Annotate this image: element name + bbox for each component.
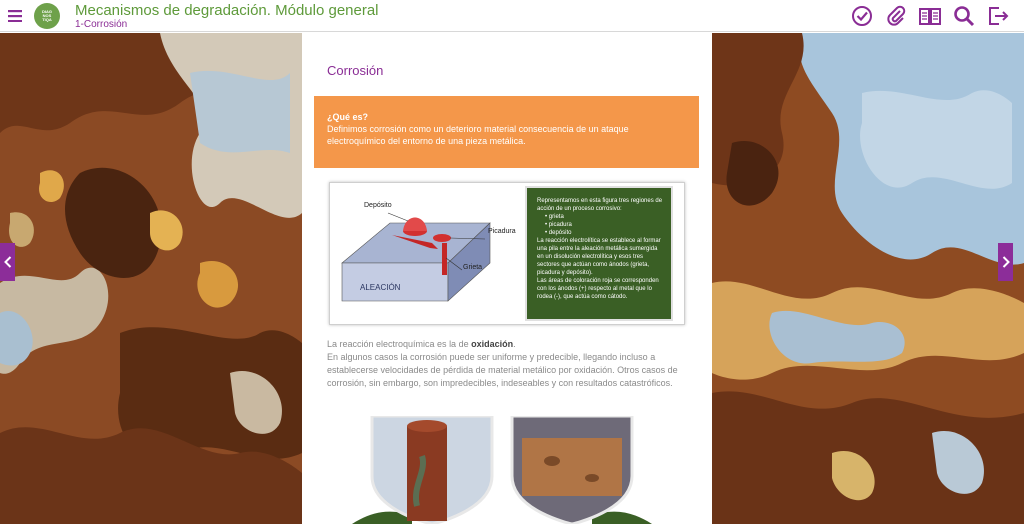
keyword-oxidacion: oxidación [471, 339, 514, 349]
label-picadura: Picadura [488, 228, 516, 235]
next-page-button[interactable] [998, 243, 1013, 281]
chevron-left-icon [4, 256, 12, 268]
figure-item: • grieta [545, 213, 663, 221]
top-bar [0, 0, 1024, 32]
figure-explanation [525, 186, 673, 321]
figure-items [545, 213, 663, 237]
checkmark-icon[interactable] [850, 3, 874, 29]
book-icon[interactable] [918, 3, 942, 29]
previous-page-button[interactable] [0, 243, 15, 281]
corrosion-examples-illustration [352, 416, 652, 524]
figure-item: • depósito [545, 229, 663, 237]
rust-background-right [712, 33, 1024, 524]
app-logo: DIAG NOS TIQA [34, 3, 60, 29]
module-subtitle: 1-Corrosión [75, 18, 128, 30]
chevron-right-icon [1002, 256, 1010, 268]
hamburger-menu-icon[interactable] [0, 0, 30, 32]
body-paragraph: La reacción electroquímica es la de oxidación. En algunos casos la corrosión puede ser uniforme y predecible, llegando incluso a establecerse velocidades de pérdida de material metálico por oxidación. Otros casos de corrosión, sin embargo, son impredecibles, indeseables y con resultados catastróficos. [327, 339, 678, 388]
paperclip-icon[interactable] [884, 3, 908, 29]
exit-icon[interactable] [986, 3, 1010, 29]
figure-paragraph: La reacción electrolítica se establece al formar una pila entre la aleación metálica sumergida en un disolución electrolítica y esos tres sectores que actúan como ánodos (grieta, picadura y depósito). [537, 238, 661, 276]
definition-text: Definimos corrosión como un deterioro material consecuencia de un ataque electroquímico del entorno de una pieza metálica. [327, 124, 629, 146]
corrosion-figure [329, 182, 685, 325]
figure-intro: Representamos en esta figura tres regiones de acción de un proceso corrosivo: [537, 198, 663, 212]
corrosion-diagram [330, 183, 525, 324]
definition-box [314, 96, 699, 168]
figure-paragraph: Las áreas de coloración roja se corresponden con los ánodos (+) respecto al metal que lo rodea (-), que actúa como cátodo. [537, 278, 659, 300]
definition-question: ¿Qué es? [327, 112, 369, 122]
content-panel [302, 33, 712, 524]
search-icon[interactable] [952, 3, 976, 29]
rust-background-left [0, 33, 302, 524]
label-aleacion: ALEACIÓN [360, 283, 401, 292]
label-deposito: Depósito [364, 202, 392, 209]
figure-item: • picadura [545, 221, 663, 229]
module-title: Mecanismos de degradación. Módulo general [75, 1, 379, 19]
label-grieta: Grieta [463, 264, 483, 271]
section-title: Corrosión [327, 63, 384, 78]
